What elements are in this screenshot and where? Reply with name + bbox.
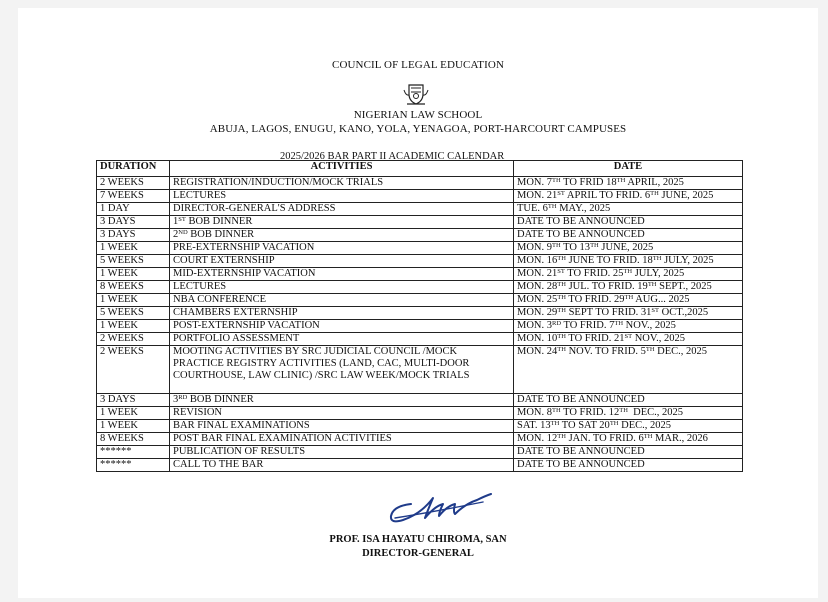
duration-cell: 2 WEEKS: [97, 346, 170, 394]
table-row: [97, 177, 743, 190]
campuses-line: ABUJA, LAGOS, ENUGU, KANO, YOLA, YENAGOA, PORT-HARCOURT CAMPUSES: [209, 123, 627, 135]
duration-cell: 1 WEEK: [97, 294, 170, 307]
table-row: [97, 268, 743, 281]
table-header-row: [97, 161, 743, 177]
duration-cell: 1 WEEK: [97, 420, 170, 433]
date-cell: MON. 21ST APRIL TO FRID. 6TH JUNE, 2025: [514, 190, 743, 203]
activity-cell: NBA CONFERENCE: [170, 294, 514, 307]
date-cell: MON. 8TH TO FRID. 12TH DEC., 2025: [514, 407, 743, 420]
duration-cell: 5 WEEKS: [97, 307, 170, 320]
date-cell: MON. 3RD TO FRID. 7TH NOV., 2025: [514, 320, 743, 333]
activity-cell: LECTURES: [170, 281, 514, 294]
column-header-duration: DURATION: [97, 161, 170, 177]
date-cell: MON. 28TH JUL. TO FRID. 19TH SEPT., 2025: [514, 281, 743, 294]
activity-cell: CHAMBERS EXTERNSHIP: [170, 307, 514, 320]
activity-cell: 3RD BOB DINNER: [170, 394, 514, 407]
table-row: [97, 294, 743, 307]
duration-cell: 8 WEEKS: [97, 433, 170, 446]
date-cell: MON. 12TH JAN. TO FRID. 6TH MAR., 2026: [514, 433, 743, 446]
calendar-title: 2025/2026 BAR PART II ACADEMIC CALENDAR: [280, 151, 505, 162]
duration-cell: 1 WEEK: [97, 268, 170, 281]
duration-cell: 1 DAY: [97, 203, 170, 216]
activity-cell: REGISTRATION/INDUCTION/MOCK TRIALS: [170, 177, 514, 190]
date-cell: DATE TO BE ANNOUNCED: [514, 446, 743, 459]
council-heading: COUNCIL OF LEGAL EDUCATION: [332, 59, 504, 71]
activity-cell: PORTFOLIO ASSESSMENT: [170, 333, 514, 346]
academic-calendar-table: [96, 160, 743, 472]
date-cell: MON. 7TH TO FRID 18TH APRIL, 2025: [514, 177, 743, 190]
date-cell: MON. 25TH TO FRID. 29TH AUG... 2025: [514, 294, 743, 307]
duration-cell: 1 WEEK: [97, 242, 170, 255]
duration-cell: 1 WEEK: [97, 320, 170, 333]
table-row: [97, 394, 743, 407]
table-row: [97, 346, 743, 394]
date-cell: MON. 9TH TO 13TH JUNE, 2025: [514, 242, 743, 255]
table-row: [97, 433, 743, 446]
date-cell: TUE. 6TH MAY., 2025: [514, 203, 743, 216]
activity-cell: DIRECTOR-GENERAL'S ADDRESS: [170, 203, 514, 216]
duration-cell: 3 DAYS: [97, 394, 170, 407]
handwritten-signature-icon: [373, 482, 523, 530]
activity-cell: 2ND BOB DINNER: [170, 229, 514, 242]
table-row: [97, 446, 743, 459]
activity-cell: MID-EXTERNSHIP VACATION: [170, 268, 514, 281]
signatory-name: PROF. ISA HAYATU CHIROMA, SAN: [329, 534, 507, 545]
activity-cell: CALL TO THE BAR: [170, 459, 514, 472]
duration-cell: 7 WEEKS: [97, 190, 170, 203]
activity-cell: PUBLICATION OF RESULTS: [170, 446, 514, 459]
activity-cell: LECTURES: [170, 190, 514, 203]
date-cell: MON. 24TH NOV. TO FRID. 5TH DEC., 2025: [514, 346, 743, 394]
activity-cell: POST BAR FINAL EXAMINATION ACTIVITIES: [170, 433, 514, 446]
date-cell: DATE TO BE ANNOUNCED: [514, 229, 743, 242]
duration-cell: 8 WEEKS: [97, 281, 170, 294]
table-row: [97, 333, 743, 346]
date-cell: SAT. 13TH TO SAT 20TH DEC., 2025: [514, 420, 743, 433]
duration-cell: 2 WEEKS: [97, 333, 170, 346]
column-header-date: DATE: [514, 161, 743, 177]
activity-cell: BAR FINAL EXAMINATIONS: [170, 420, 514, 433]
coat-of-arms-icon: [403, 82, 429, 106]
table-row: [97, 281, 743, 294]
table-row: [97, 307, 743, 320]
signatory-title: DIRECTOR-GENERAL: [362, 548, 474, 559]
duration-cell: 1 WEEK: [97, 407, 170, 420]
document-page: [18, 8, 818, 598]
duration-cell: 2 WEEKS: [97, 177, 170, 190]
table-row: [97, 229, 743, 242]
table-row: [97, 242, 743, 255]
table-row: [97, 190, 743, 203]
column-header-activities: ACTIVITIES: [170, 161, 514, 177]
date-cell: MON. 16TH JUNE TO FRID. 18TH JULY, 2025: [514, 255, 743, 268]
activity-cell: COURT EXTERNSHIP: [170, 255, 514, 268]
activity-cell: REVISION: [170, 407, 514, 420]
date-cell: MON. 29TH SEPT TO FRID. 31ST OCT.,2025: [514, 307, 743, 320]
school-name: NIGERIAN LAW SCHOOL: [353, 109, 483, 121]
duration-cell: 3 DAYS: [97, 229, 170, 242]
calendar-rows: [97, 177, 743, 472]
table-row: [97, 255, 743, 268]
table-row: [97, 216, 743, 229]
date-cell: DATE TO BE ANNOUNCED: [514, 459, 743, 472]
duration-cell: 3 DAYS: [97, 216, 170, 229]
table-row: [97, 320, 743, 333]
table-row: [97, 203, 743, 216]
activity-cell: MOOTING ACTIVITIES BY SRC JUDICIAL COUNCIL /MOCK PRACTICE REGISTRY ACTIVITIES (LAND, CAC, MULTI-DOOR COURTHOUSE, LAW CLINIC) /SRC LAW WEEK/MOCK TRIALS: [170, 346, 514, 394]
duration-cell: ******: [97, 446, 170, 459]
date-cell: MON. 10TH TO FRID. 21ST NOV., 2025: [514, 333, 743, 346]
activity-cell: PRE-EXTERNSHIP VACATION: [170, 242, 514, 255]
table-row: [97, 420, 743, 433]
date-cell: DATE TO BE ANNOUNCED: [514, 216, 743, 229]
duration-cell: 5 WEEKS: [97, 255, 170, 268]
table-row: [97, 459, 743, 472]
date-cell: DATE TO BE ANNOUNCED: [514, 394, 743, 407]
activity-cell: 1ST BOB DINNER: [170, 216, 514, 229]
duration-cell: ******: [97, 459, 170, 472]
table-row: [97, 407, 743, 420]
date-cell: MON. 21ST TO FRID. 25TH JULY, 2025: [514, 268, 743, 281]
activity-cell: POST-EXTERNSHIP VACATION: [170, 320, 514, 333]
